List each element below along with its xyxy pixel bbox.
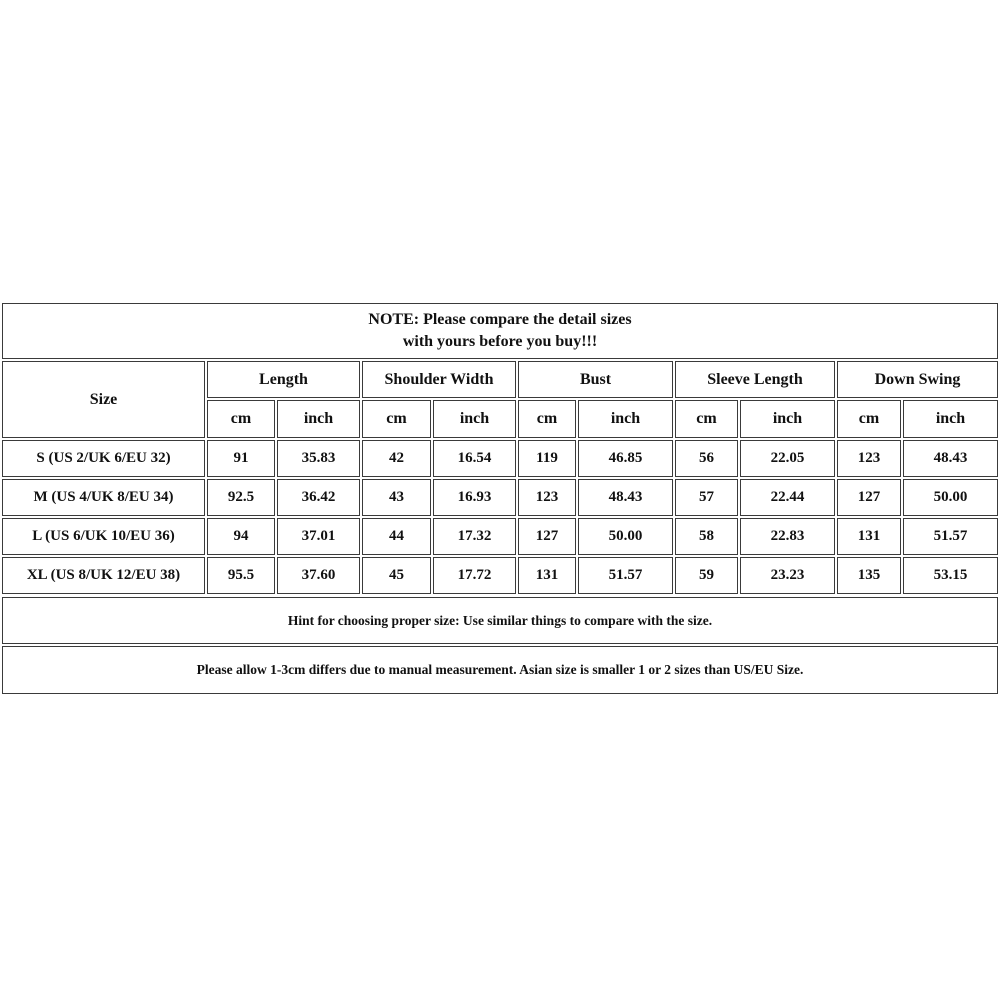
measurement-note: Please allow 1-3cm differs due to manual measurement. Asian size is smaller 1 or 2 sizes than US/EU Size. <box>2 646 998 694</box>
table-row-size: S (US 2/UK 6/EU 32) <box>2 440 205 477</box>
table-cell: 131 <box>837 518 901 555</box>
table-cell: 43 <box>362 479 431 516</box>
unit-cm: cm <box>837 400 901 438</box>
table-cell: 17.72 <box>433 557 516 594</box>
size-header: Size <box>2 361 205 438</box>
header-shoulder-width: Shoulder Width <box>362 361 516 398</box>
table-cell: 17.32 <box>433 518 516 555</box>
table-cell: 37.01 <box>277 518 360 555</box>
table-cell: 51.57 <box>903 518 998 555</box>
table-cell: 127 <box>837 479 901 516</box>
table-cell: 36.42 <box>277 479 360 516</box>
unit-inch: inch <box>578 400 673 438</box>
table-cell: 50.00 <box>903 479 998 516</box>
table-cell: 37.60 <box>277 557 360 594</box>
header-sleeve-length: Sleeve Length <box>675 361 835 398</box>
header-bust: Bust <box>518 361 673 398</box>
table-cell: 16.93 <box>433 479 516 516</box>
table-cell: 48.43 <box>578 479 673 516</box>
header-down-swing: Down Swing <box>837 361 998 398</box>
unit-inch: inch <box>740 400 835 438</box>
note-line-1: NOTE: Please compare the detail sizes <box>368 311 632 328</box>
table-cell: 58 <box>675 518 738 555</box>
table-cell: 94 <box>207 518 275 555</box>
table-cell: 35.83 <box>277 440 360 477</box>
table-row-size: XL (US 8/UK 12/EU 38) <box>2 557 205 594</box>
table-row-size: M (US 4/UK 8/EU 34) <box>2 479 205 516</box>
size-chart <box>2 303 998 695</box>
table-row-size: L (US 6/UK 10/EU 36) <box>2 518 205 555</box>
table-cell: 135 <box>837 557 901 594</box>
unit-cm: cm <box>518 400 576 438</box>
note-line-2: with yours before you buy!!! <box>402 333 598 350</box>
table-cell: 53.15 <box>903 557 998 594</box>
table-cell: 22.05 <box>740 440 835 477</box>
unit-cm: cm <box>207 400 275 438</box>
table-cell: 57 <box>675 479 738 516</box>
table-cell: 48.43 <box>903 440 998 477</box>
table-cell: 91 <box>207 440 275 477</box>
table-cell: 123 <box>837 440 901 477</box>
table-cell: 50.00 <box>578 518 673 555</box>
table-cell: 46.85 <box>578 440 673 477</box>
table-cell: 123 <box>518 479 576 516</box>
hint-box: Hint for choosing proper size: Use similar things to compare with the size. <box>2 597 998 644</box>
table-cell: 42 <box>362 440 431 477</box>
table-cell: 119 <box>518 440 576 477</box>
table-cell: 95.5 <box>207 557 275 594</box>
table-cell: 59 <box>675 557 738 594</box>
table-cell: 23.23 <box>740 557 835 594</box>
unit-inch: inch <box>903 400 998 438</box>
table-cell: 22.44 <box>740 479 835 516</box>
table-cell: 127 <box>518 518 576 555</box>
table-cell: 16.54 <box>433 440 516 477</box>
table-cell: 56 <box>675 440 738 477</box>
table-cell: 131 <box>518 557 576 594</box>
table-cell: 51.57 <box>578 557 673 594</box>
header-length: Length <box>207 361 360 398</box>
unit-inch: inch <box>277 400 360 438</box>
table-cell: 45 <box>362 557 431 594</box>
table-cell: 22.83 <box>740 518 835 555</box>
unit-inch: inch <box>433 400 516 438</box>
table-cell: 44 <box>362 518 431 555</box>
table-cell: 92.5 <box>207 479 275 516</box>
unit-cm: cm <box>675 400 738 438</box>
note-box <box>2 303 998 359</box>
unit-cm: cm <box>362 400 431 438</box>
